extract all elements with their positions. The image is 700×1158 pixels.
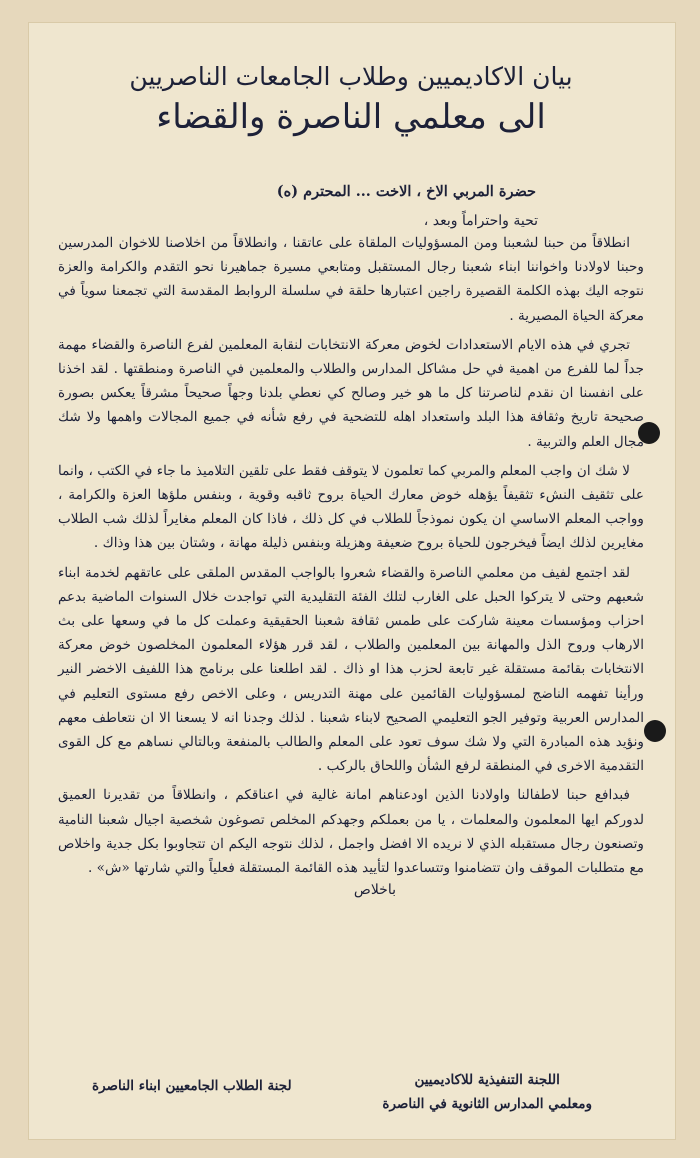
greeting: تحية واحتراماً وبعد ، [423, 213, 538, 229]
paragraph-4: لقد اجتمع لفيف من معلمي الناصرة والقضاء شعروا بالواجب المقدس الملقى على عاتقهم لخدمة ابناء شعبهم وحتى لا يتركوا الحبل على الغارب لتلك الفئة التقليدية التي تواجدت خلال السنوات الماضية بدعم احزاب ومؤسسات معينة شاركت على طمس ثقافة شعبنا الحقيقية وعملت كل ما في وسعها على بث الارهاب وروح الذل والمهانة بين المعلمين والطلاب ، لقد قرر هؤلاء المعلمون المخلصون خوض معركة الانتخابات بقائمة مستقلة غير تابعة لحزب هذا او ذاك . لقد اطلعنا على برنامج هذا اللفيف الاخضر النير ورأينا تفهمه الناضج لمسؤوليات القائمين على مهنة التدريس ، وعلى الاخص رفع مستوى التعليم في المدارس العربية وتوفير الجو التعليمي الصحيح لابناء شعبنا . لذلك وجدنا انه لا يسعنا الا ان نتعاطف معهم ونؤيد هذه المبادرة التي ولا شك سوف تعود على المعلم والطالب بالمنفعة وبالتالي نساهم مع كل القوى التقدمية الاخرى في المنطقة لرفع الشأن واللحاق بالركب . [58, 564, 644, 775]
signature-students-committee: لجنة الطلاب الجامعيين ابناء الناصرة [92, 1078, 292, 1094]
closing: باخلاص [353, 882, 396, 899]
document-body [58, 52, 644, 898]
signature-right-line-2: ومعلمي المدارس الثانوية في الناصرة [382, 1096, 592, 1112]
paragraph-3: لا شك ان واجب المعلم والمربي كما تعلمون لا يتوقف فقط على تلقين التلاميذ ما جاء في الكتب ، وانما على تثقيف النشء تثقيفاً يؤهله خوض معارك الحياة بروح ثاقبه وقوية ، وبنفس ملؤها العزة والكرامة ، وواجب المعلم الاساسي ان يكون نموذجاً للطلاب في كل ذلك ، فاذا كان المعلم مغايراً لذلك شب الطلاب مغايرين لذلك ايضاً فيخرجون للحياة بروح ضعيفة وهزيلة وبنفس ذليلة مهانة ، وشتان بين هذا وذاك . [58, 462, 644, 552]
paragraph-1: انطلاقاً من حبنا لشعبنا ومن المسؤوليات الملقاة على عاتقنا ، وانطلاقاً من اخلاصنا للاخوان المدرسين وحبنا لاولادنا واخواننا ابناء شعبنا رجال المستقبل ومتابعي مسيرة جماهيرنا نحو التقدم والكرامة والعزة نتوجه اليك بهذه الكلمة القصيرة راجين اعتبارها حلقة في سلسلة الروابط المقدسة التي تجمعنا سوياً في معركة الحياة المصيرية . [58, 235, 644, 324]
signature-executive-committee [382, 1068, 592, 1116]
paragraph-2: تجري في هذه الايام الاستعدادات لخوض معركة الانتخابات لنقابة المعلمين لفرع الناصرة والقضاء مهمة جداً لما للفرع من اهمية في حل مشاكل المدارس والطلاب والمعلمين في الناصرة ومنطقتها . لقد اخذنا على انفسنا ان نقدم لناصرتنا كل ما هو خير وصالح كي نعطي بلدنا وجهاً صحيحاً مشرقاً يعكس بصورة صحيحة تاريخ وثقافة هذا البلد واستعداد اهله للتضحية في رفع شأنه في جميع المجالات واهمها ولا شك مجال العلم والتربية . [58, 336, 644, 450]
punch-hole-bottom [644, 720, 666, 742]
signature-right-line-1: اللجنة التنفيذية للاكاديميين [414, 1072, 560, 1088]
salutation: حضرة المربي الاخ ، الاخت ... المحترم (ه) [276, 183, 536, 200]
heading-line-1: بيان الاكاديميين وطلاب الجامعات الناصريين [129, 62, 573, 91]
paragraph-5: فبدافع حبنا لاطفالنا واولادنا الذين اودعناهم امانة غالية في اعناقكم ، وانطلاقاً من تقديرنا العميق لدوركم ايها المعلمون والمعلمات ، يا من بعملكم وجهدكم المخلص تصوغون شخصية اجيال شعبنا النامية وتصنعون رجال مستقبله الذي لا نريده الا افضل واجمل ، لذلك نتوجه اليكم ان تتجاوبوا بكل جدية واخلاص مع متطلبات الموقف وان تتضامنوا وتتساعدوا لتأييد هذه القائمة المستقلة فعلياً والتي شارتها «ش» . [58, 787, 644, 877]
heading-line-2: الى معلمي الناصرة والقضاء [156, 97, 546, 137]
